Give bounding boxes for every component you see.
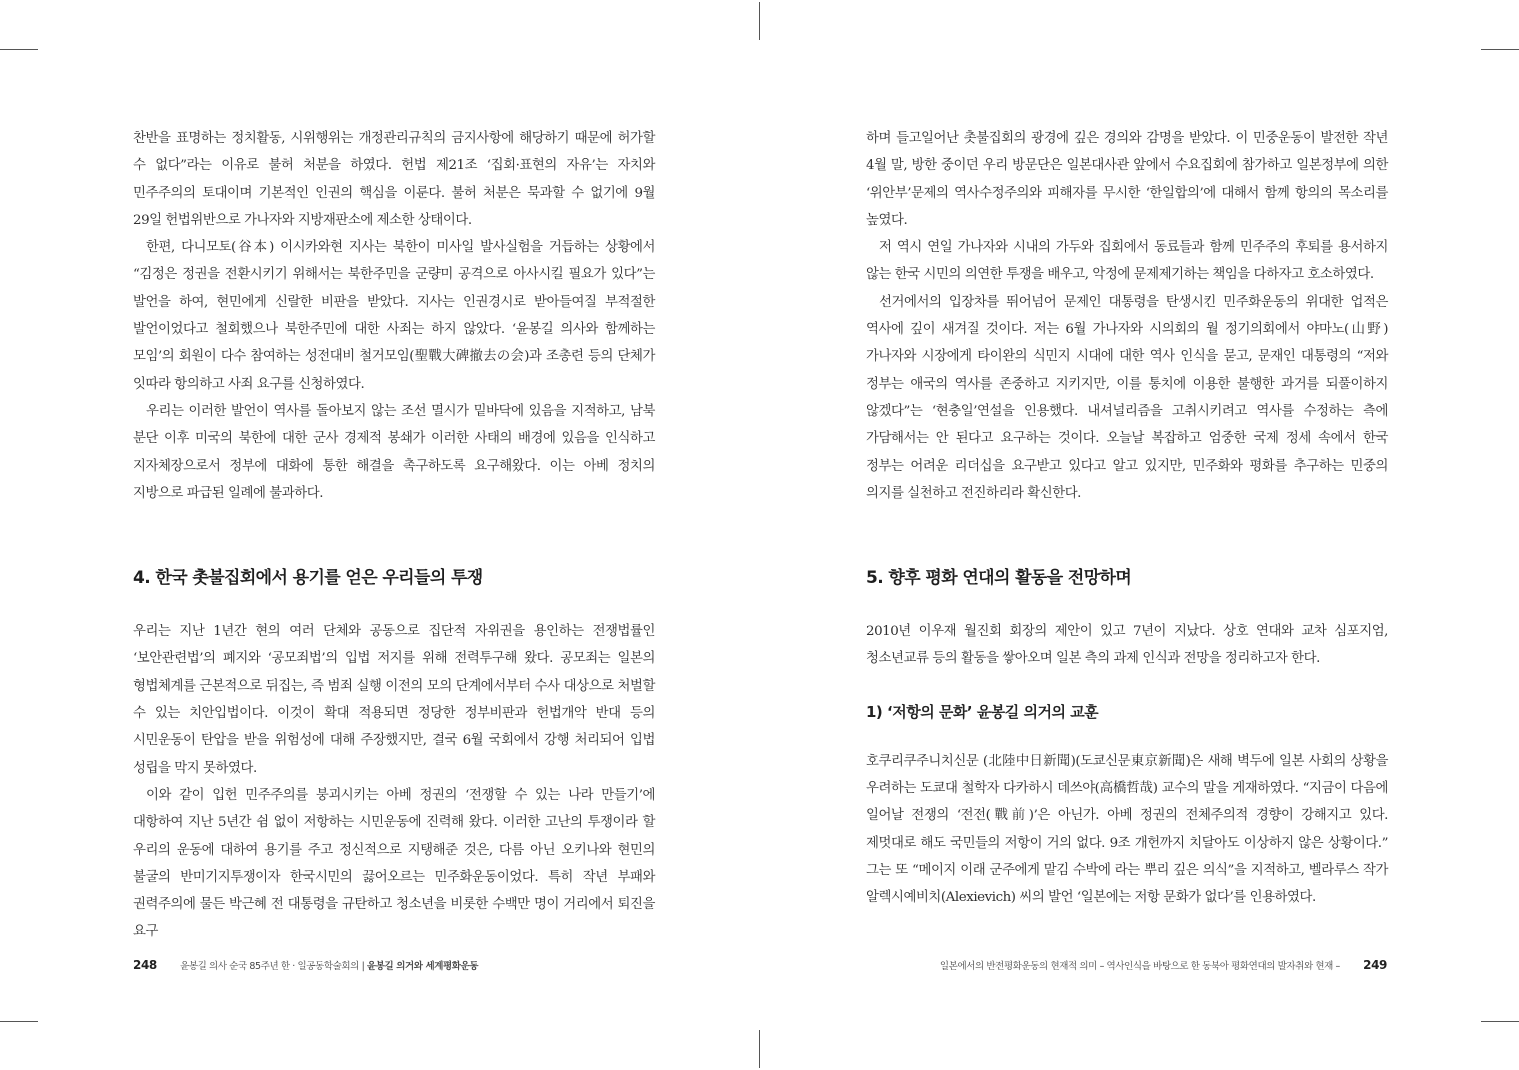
page-number: 248 bbox=[133, 958, 157, 972]
running-footer: 일본에서의 반전평화운동의 현재적 의미 – 역사인식을 바탕으로 한 동북아 평화연대의 발자취와 현재 – bbox=[939, 961, 1340, 972]
section-heading: 5. 향후 평화 연대의 활동을 전망하며 bbox=[866, 568, 1132, 589]
paragraph: 우리는 이러한 발언이 역사를 돌아보지 않는 조선 멸시가 밑바닥에 있음을 지적하고, 남북 분단 이후 미국의 북한에 대한 군사 경제적 봉쇄가 이러한 사태의 배경에 있음을 인식하고 지자체장으로서 정부에 대화에 통한 해결을 촉구하도록 요구해왔다. 이는 아베 정치의 지방으로 파급된 일례에 불과하다. bbox=[133, 403, 655, 501]
paragraph: 선거에서의 입장차를 뛰어넘어 문제인 대통령을 탄생시킨 민주화운동의 위대한 업적은 역사에 깊이 새겨질 것이다. 저는 6월 가나자와 시의회의 월 정기의회에서 야마노(山野) 가나자와 시장에게 타이완의 식민지 시대에 대한 역사 인식을 묻고, 문재인 대통령의 “저와 정부는 애국의 역사를 존중하고 지키지만, 이를 통치에 이용한 불행한 과거를 되풀이하지 않겠다”는 ‘현충일’연설을 인용했다. 내셔널리즘을 고취시키려고 역사를 수정하는 측에 가담해서는 안 된다고 요구하는 것이다. 오늘날 복잡하고 엄중한 국제 정세 속에서 한국 정부는 어려운 리더십을 요구받고 있다고 알고 있지만, 민주화와 평화를 추구하는 민중의 의지를 실천하고 전진하리라 확신한다. bbox=[866, 294, 1388, 501]
left-page-body bbox=[133, 125, 655, 946]
crop-mark bbox=[1481, 49, 1519, 50]
section-heading: 4. 한국 촛불집회에서 용기를 얻은 우리들의 투쟁 bbox=[133, 568, 483, 589]
right-page-footer bbox=[940, 958, 1387, 972]
crop-mark bbox=[759, 1030, 760, 1068]
crop-mark bbox=[0, 49, 38, 50]
crop-mark bbox=[759, 2, 760, 40]
paragraph: 한편, 다니모토(谷本) 이시카와현 지사는 북한이 미사일 발사실험을 거듭하는 상황에서 “김정은 정권을 전환시키기 위해서는 북한주민을 군량미 공격으로 아사시킬 필요가 있다”는 발언을 하여, 현민에게 신랄한 비판을 받았다. 지사는 인권경시로 받아들여질 부적절한 발언이었다고 철회했으나 북한주민에 대한 사죄는 하지 않았다. ‘윤봉길 의사와 함께하는 모임’의 회원이 다수 참여하는 성전대비 철거모임(聖戰大碑撤去の会)과 조총련 등의 단체가 잇따라 항의하고 사죄 요구를 신청하였다. bbox=[133, 240, 655, 392]
paragraph: 저 역시 연일 가나자와 시내의 가두와 집회에서 동료들과 함께 민주주의 후퇴를 용서하지 않는 한국 시민의 의연한 투쟁을 배우고, 악정에 문제제기하는 책임을 다하자고 호소하였다. bbox=[866, 240, 1388, 283]
subsection-heading: 1) ‘저항의 문화’ 윤봉길 의거의 교훈 bbox=[866, 702, 1099, 721]
paragraph: 우리는 지난 1년간 현의 여러 단체와 공동으로 집단적 자위권을 용인하는 전쟁법률인 ‘보안관련법’의 폐지와 ‘공모죄법’의 입법 저지를 위해 전력투구해 왔다. 공모죄는 일본의 형법체계를 근본적으로 뒤집는, 즉 범죄 실행 이전의 모의 단계에서부터 수사 대상으로 처벌할 수 있는 치안입법이다. 이것이 확대 적용되면 정당한 정부비판과 헌법개악 반대 등의 시민운동이 탄압을 받을 위험성에 대해 주장했지만, 결국 6월 국회에서 강행 처리되어 입법 성립을 막지 못하였다. bbox=[133, 624, 655, 776]
page-number: 249 bbox=[1363, 958, 1387, 972]
paragraph: 2010년 이우재 월진회 회장의 제안이 있고 7년이 지났다. 상호 연대와 교차 심포지엄, 청소년교류 등의 활동을 쌓아오며 일본 측의 과제 인식과 전망을 정리하고자 한다. bbox=[866, 624, 1388, 667]
running-footer: 윤봉길 의사 순국 85주년 한 · 일공동학술회의 | bbox=[180, 961, 367, 972]
crop-mark bbox=[1481, 1021, 1519, 1022]
left-page-footer bbox=[133, 958, 478, 972]
paragraph: 호쿠리쿠주니치신문 (北陸中日新聞)(도쿄신문東京新聞)은 새해 벽두에 일본 사회의 상황을 우려하는 도쿄대 철학자 다카하시 데쓰야(高橋哲哉) 교수의 말을 게재하였다. “지금이 다음에 일어날 전쟁의 ‘전전(戰前)’은 아닌가. 아베 정권의 전체주의적 경향이 강해지고 있다. 제멋대로 해도 국민들의 저항이 거의 없다. 9조 개헌까지 치달아도 이상하지 않은 상황이다.” 그는 또 “메이지 이래 군주에게 맡김 수박에 라는 뿌리 깊은 의식”을 지적하고, 벨라루스 작가 알렉시예비치(Alexievich) 씨의 발언 ‘일본에는 저항 문화가 없다’를 인용하였다. bbox=[866, 753, 1388, 906]
paragraph: 찬반을 표명하는 정치활동, 시위행위는 개정관리규칙의 금지사항에 해당하기 때문에 허가할 수 없다”라는 이유로 불허 처분을 하였다. 헌법 제21조 ‘집회·표현의 자유’는 자치와 민주주의의 토대이며 기본적인 인권의 핵심을 이룬다. 불허 처분은 묵과할 수 없기에 9월 29일 헌법위반으로 가나자와 지방재판소에 제소한 상태이다. bbox=[133, 131, 655, 228]
paragraph: 이와 같이 입헌 민주주의를 붕괴시키는 아베 정권의 ‘전쟁할 수 있는 나라 만들기’에 대항하여 지난 5년간 쉼 없이 저항하는 시민운동에 진력해 왔다. 이러한 고난의 투쟁이라 할 우리의 운동에 대하여 용기를 주고 정신적으로 지탱해준 것은, 다름 아닌 오키나와 현민의 불굴의 반미기지투쟁이자 한국시민의 끓어오르는 민주화운동이었다. 특히 작년 부패와 권력주의에 물든 박근혜 전 대통령을 규탄하고 청소년을 비롯한 수백만 명이 거리에서 퇴진을 요구 bbox=[133, 787, 655, 940]
right-page-body bbox=[866, 125, 1388, 912]
crop-mark bbox=[0, 1021, 38, 1022]
running-footer-title: 윤봉길 의거와 세계평화운동 bbox=[367, 961, 479, 972]
paragraph: 하며 들고일어난 촛불집회의 광경에 깊은 경의와 감명을 받았다. 이 민중운동이 발전한 작년 4월 말, 방한 중이던 우리 방문단은 일본대사관 앞에서 수요집회에 참가하고 일본정부에 의한 ‘위안부’문제의 역사수정주의와 피해자를 무시한 ‘한일합의’에 대해서 함께 항의의 목소리를 높였다. bbox=[866, 131, 1388, 228]
